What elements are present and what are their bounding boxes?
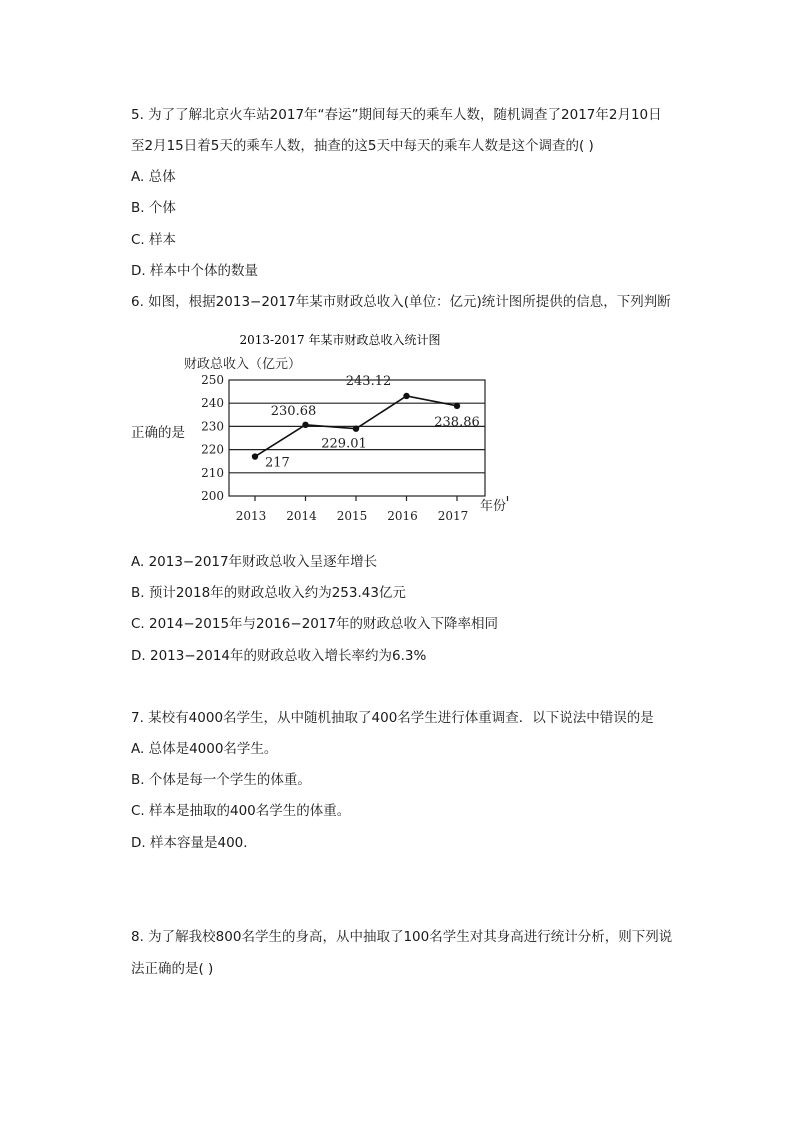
q6-text-line1: 6. 如图，根据2013−2017年某市财政总收入(单位：亿元)统计图所提供的信息，下列判断 xyxy=(131,294,671,310)
q7-option-d: D. 样本容量是400. xyxy=(131,835,248,851)
q8-text-line2: 法正确的是( ) xyxy=(131,961,214,977)
y-tick-label: 240 xyxy=(201,396,224,411)
data-point xyxy=(353,425,359,431)
q7-text-line1: 7. 某校有4000名学生，从中随机抽取了400名学生进行体重调查．以下说法中错误的是 xyxy=(131,710,654,726)
q5-option-c: C. 样本 xyxy=(131,232,177,248)
x-tick-label: 2017 xyxy=(437,509,469,523)
q6-option-d: D. 2013−2014年的财政总收入增长率约为6.3% xyxy=(131,648,427,664)
data-label: 217 xyxy=(265,455,290,471)
x-axis-label: 年份 xyxy=(480,499,507,514)
q6-text-line2: 正确的是 xyxy=(131,425,185,441)
q5-text-line1: 5. 为了了解北京火车站2017年“春运”期间每天的乘车人数，随机调查了2017年2月10日 xyxy=(131,107,662,123)
data-point xyxy=(302,422,308,428)
q6-option-b: B. 预计2018年的财政总收入约为253.43亿元 xyxy=(131,585,406,601)
y-tick-label: 220 xyxy=(201,442,224,457)
x-tick-label: 2016 xyxy=(387,509,418,523)
data-point xyxy=(454,403,460,409)
q6-option-c: C. 2014−2015年与2016−2017年的财政总收入下降率相同 xyxy=(131,616,499,632)
q7-option-a: A. 总体是4000名学生。 xyxy=(131,741,278,757)
q7-option-c: C. 样本是抽取的400名学生的体重。 xyxy=(131,803,351,819)
data-label: 229.01 xyxy=(321,436,367,452)
y-axis-label: 财政总收入（亿元） xyxy=(184,357,302,372)
q5-option-b: B. 个体 xyxy=(131,200,176,216)
q5-text-line2: 至2月15日着5天的乘车人数，抽查的这5天中每天的乘车人数是这个调查的( ) xyxy=(131,138,594,154)
data-point xyxy=(403,393,409,399)
x-tick-label: 2014 xyxy=(286,509,317,523)
q6-option-a: A. 2013−2017年财政总收入呈逐年增长 xyxy=(131,554,378,570)
y-tick-label: 230 xyxy=(201,419,224,434)
y-tick-label: 250 xyxy=(201,373,224,387)
y-tick-label: 210 xyxy=(201,465,224,480)
y-tick-label: 200 xyxy=(201,489,224,503)
data-label: 230.68 xyxy=(270,403,317,419)
data-label: 243.12 xyxy=(345,373,392,389)
x-tick-label: 2015 xyxy=(336,509,368,523)
x-tick-label: 2013 xyxy=(235,509,267,523)
q7-option-b: B. 个体是每一个学生的体重。 xyxy=(131,772,311,788)
q8-text-line1: 8. 为了解我校800名学生的身高，从中抽取了100名学生对其身高进行统计分析，则下列说 xyxy=(131,929,673,945)
q5-option-d: D. 样本中个体的数量 xyxy=(131,263,258,279)
data-point xyxy=(252,453,258,459)
revenue-line-chart xyxy=(180,328,520,524)
data-label: 238.86 xyxy=(434,414,480,430)
chart-title: 2013-2017 年某市财政总收入统计图 xyxy=(239,333,441,347)
q5-option-a: A. 总体 xyxy=(131,169,176,185)
